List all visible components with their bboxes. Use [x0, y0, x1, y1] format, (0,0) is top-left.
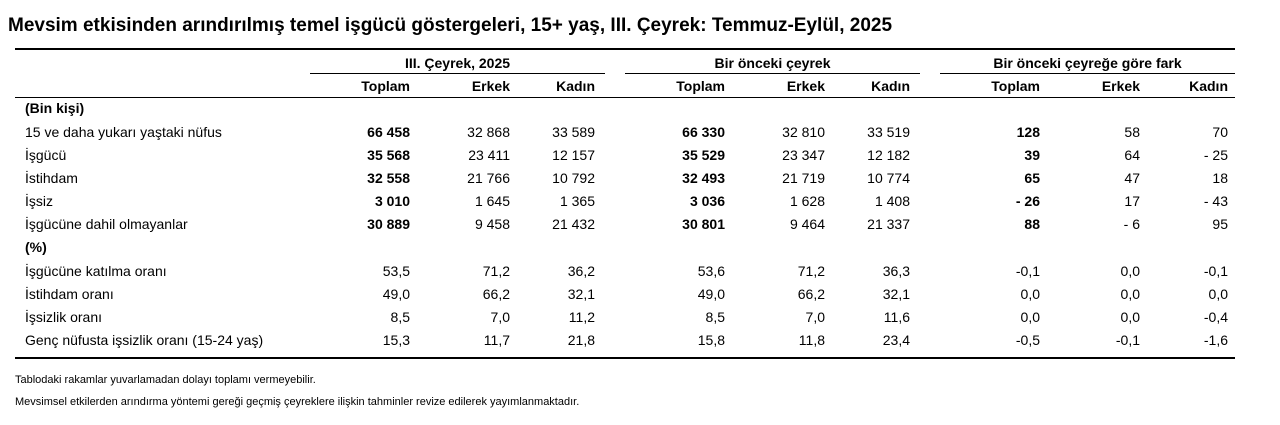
column-header: Kadın [871, 78, 910, 94]
table-cell: 47 [1124, 170, 1140, 186]
table-cell: 58 [1124, 124, 1140, 140]
table-cell: - 43 [1203, 193, 1228, 209]
table-cell: -0,4 [1203, 309, 1228, 325]
table-row [0, 147, 1280, 169]
row-label: 15 ve daha yukarı yaştaki nüfus [25, 124, 222, 140]
table-cell: 11,2 [568, 309, 595, 325]
table-cell: 7,0 [490, 309, 510, 325]
column-header: Kadın [556, 78, 595, 94]
table-cell: 21 337 [867, 216, 910, 232]
group-underline-difference [940, 73, 1235, 74]
row-label: İşgücü [25, 147, 67, 163]
table-cell: 8,5 [705, 309, 725, 325]
table-cell: 53,5 [382, 263, 410, 279]
table-cell: -0,1 [1015, 263, 1040, 279]
group-underline-current-quarter [310, 73, 605, 74]
row-label: İşgücüne katılma oranı [25, 263, 167, 279]
table-cell: 66 330 [682, 124, 725, 140]
table-cell: 33 589 [552, 124, 595, 140]
table-cell: -0,1 [1115, 332, 1140, 348]
table-cell: 11,8 [798, 332, 825, 348]
table-cell: 18 [1212, 170, 1228, 186]
table-cell: 9 464 [789, 216, 825, 232]
row-label: İstihdam oranı [25, 286, 114, 302]
group-header-current-quarter: III. Çeyrek, 2025 [404, 55, 511, 71]
table-cell: 35 568 [367, 147, 410, 163]
table-row [0, 170, 1280, 192]
table-cell: 65 [1024, 170, 1040, 186]
table-cell: -0,1 [1203, 263, 1228, 279]
table-cell: 70 [1212, 124, 1228, 140]
table-cell: 3 036 [689, 193, 725, 209]
table-cell: 32 810 [782, 124, 825, 140]
table-cell: 36,3 [882, 263, 910, 279]
table-cell: 21 719 [782, 170, 825, 186]
table-cell: 71,2 [482, 263, 510, 279]
table-cell: 21 766 [467, 170, 510, 186]
table-cell: 66,2 [482, 286, 510, 302]
row-label: Genç nüfusta işsizlik oranı (15-24 yaş) [25, 332, 264, 348]
table-row [0, 193, 1280, 215]
table-cell: 53,6 [697, 263, 725, 279]
table-cell: 30 889 [367, 216, 410, 232]
column-header: Kadın [1189, 78, 1228, 94]
table-row [0, 309, 1280, 331]
table-row [0, 286, 1280, 308]
section-header-row [0, 100, 1280, 122]
table-cell: 23,4 [882, 332, 910, 348]
table-cell: 1 408 [874, 193, 910, 209]
table-cell: 12 182 [867, 147, 910, 163]
table-cell: 7,0 [805, 309, 825, 325]
table-row [0, 216, 1280, 238]
column-header: Toplam [361, 78, 410, 94]
table-cell: 21 432 [552, 216, 595, 232]
table-cell: 36,2 [567, 263, 595, 279]
table-cell: 30 801 [682, 216, 725, 232]
table-cell: -0,5 [1015, 332, 1040, 348]
row-label: İşsiz [25, 193, 53, 209]
row-label: İşsizlik oranı [25, 309, 103, 325]
table-cell: 128 [1016, 124, 1040, 140]
table-cell: -1,6 [1203, 332, 1228, 348]
page-title: Mevsim etkisinden arındırılmış temel işgücü göstergeleri, 15+ yaş, III. Çeyrek: Temmuz-Eylül, 2025 [8, 15, 893, 36]
table-cell: 17 [1124, 193, 1140, 209]
table-cell: 0,0 [1208, 286, 1228, 302]
table-cell: - 6 [1123, 216, 1140, 232]
row-label: İstihdam [25, 170, 78, 186]
table-cell: 66,2 [797, 286, 825, 302]
table-cell: - 25 [1203, 147, 1228, 163]
table-cell: 23 411 [468, 147, 510, 163]
table-cell: 32 558 [367, 170, 410, 186]
row-label: İşgücüne dahil olmayanlar [25, 216, 188, 232]
section-label-percent: (%) [25, 239, 47, 255]
table-cell: 39 [1024, 147, 1040, 163]
table-cell: 64 [1124, 147, 1140, 163]
table-cell: 15,3 [382, 332, 410, 348]
table-row [0, 124, 1280, 146]
table-row [0, 332, 1280, 354]
table-cell: 12 157 [552, 147, 595, 163]
table-cell: 32,1 [567, 286, 595, 302]
column-header: Erkek [471, 78, 510, 94]
table-cell: 35 529 [682, 147, 725, 163]
table-cell: 8,5 [390, 309, 410, 325]
table-cell: 0,0 [1120, 309, 1140, 325]
table-cell: 0,0 [1020, 309, 1040, 325]
column-header: Toplam [991, 78, 1040, 94]
table-cell: 49,0 [697, 286, 725, 302]
group-header-difference: Bir önceki çeyreğe göre fark [993, 55, 1182, 71]
table-cell: 10 792 [552, 170, 595, 186]
section-header-row [0, 239, 1280, 261]
table-cell: 0,0 [1120, 263, 1140, 279]
table-cell: 71,2 [797, 263, 825, 279]
header-bottom-rule [15, 97, 1235, 98]
table-cell: 1 645 [474, 193, 510, 209]
table-row [0, 263, 1280, 285]
table-cell: 9 458 [474, 216, 510, 232]
table-cell: 15,8 [697, 332, 725, 348]
table-cell: 49,0 [382, 286, 410, 302]
footnote-revision: Mevsimsel etkilerden arındırma yöntemi gereği geçmiş çeyreklere ilişkin tahminler revize edilerek yayımlanmaktadır. [15, 396, 580, 408]
table-cell: 95 [1212, 216, 1228, 232]
table-cell: 11,6 [883, 309, 910, 325]
table-cell: 32 493 [682, 170, 725, 186]
group-underline-previous-quarter [625, 73, 920, 74]
table-bottom-rule [15, 357, 1235, 359]
column-header: Toplam [676, 78, 725, 94]
group-header-previous-quarter: Bir önceki çeyrek [714, 55, 831, 71]
table-cell: 3 010 [374, 193, 410, 209]
table-top-rule [15, 48, 1235, 50]
table-cell: 88 [1024, 216, 1040, 232]
table-cell: 23 347 [782, 147, 825, 163]
table-cell: 0,0 [1120, 286, 1140, 302]
table-cell: 0,0 [1020, 286, 1040, 302]
table-cell: 32 868 [467, 124, 510, 140]
table-cell: 11,7 [483, 332, 510, 348]
table-cell: 10 774 [867, 170, 910, 186]
table-cell: 21,8 [567, 332, 595, 348]
table-cell: 1 628 [789, 193, 825, 209]
table-cell: 1 365 [559, 193, 595, 209]
table-cell: 66 458 [367, 124, 410, 140]
column-header: Erkek [786, 78, 825, 94]
table-cell: 33 519 [867, 124, 910, 140]
section-label-thousands: (Bin kişi) [25, 100, 85, 116]
table-cell: 32,1 [882, 286, 910, 302]
table-cell: - 26 [1015, 193, 1040, 209]
footnote-rounding: Tablodaki rakamlar yuvarlamadan dolayı toplamı vermeyebilir. [15, 374, 316, 386]
column-header: Erkek [1101, 78, 1140, 94]
